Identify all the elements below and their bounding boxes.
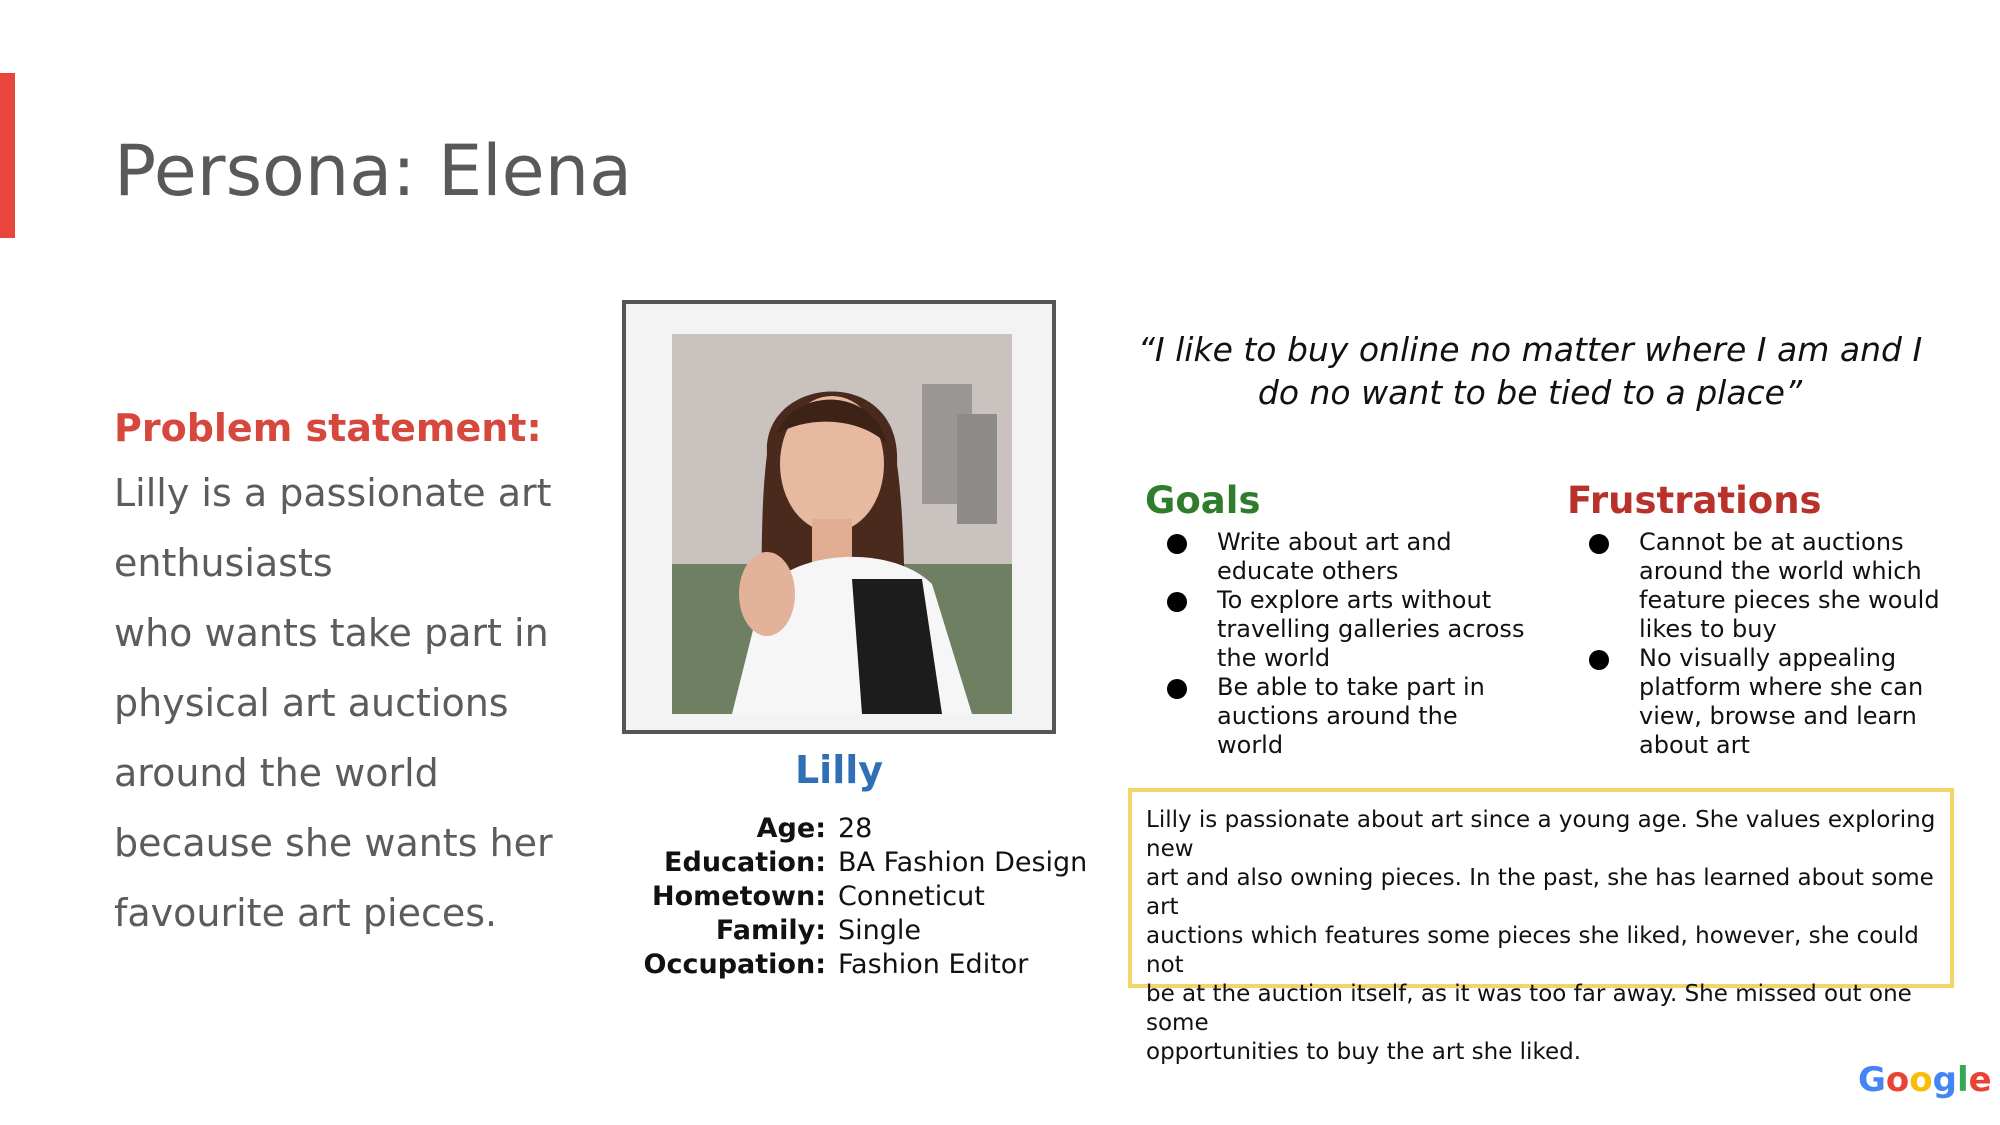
detail-label: Occupation:: [643, 949, 826, 980]
list-item-line: No visually appealing: [1639, 644, 1897, 672]
problem-line: favourite art pieces.: [114, 891, 498, 935]
persona-photo-frame: [622, 300, 1056, 734]
quote-line: do no want to be tied to a place”: [1257, 373, 1803, 412]
detail-row-occupation: [640, 948, 1100, 982]
problem-line: physical art auctions: [114, 681, 509, 725]
persona-name: Lilly: [794, 748, 884, 792]
list-item-line: Write about art and: [1217, 528, 1452, 556]
list-item-line: around the world which: [1639, 557, 1922, 585]
list-item-line: platform where she can: [1639, 673, 1924, 701]
logo-letter: G: [1858, 1060, 1886, 1100]
detail-label: Education:: [664, 847, 826, 878]
detail-value: Single: [838, 915, 922, 946]
bio-line: opportunities to buy the art she liked.: [1146, 1039, 1582, 1065]
list-item-line: Be able to take part in: [1217, 673, 1485, 701]
list-item-line: educate others: [1217, 557, 1399, 585]
detail-row-family: [640, 914, 1100, 948]
persona-bio: [1128, 788, 1954, 1065]
persona-quote: [1120, 328, 1940, 414]
problem-line: who wants take part in: [114, 611, 549, 655]
problem-line: because she wants her: [114, 821, 553, 865]
list-item-line: To explore arts without: [1217, 586, 1492, 614]
list-item-line: view, browse and learn: [1639, 702, 1917, 730]
problem-line: enthusiasts: [114, 541, 333, 585]
bio-line: auctions which features some pieces she liked, however, she could not: [1146, 923, 1919, 978]
problem-line: Lilly is a passionate art: [114, 471, 552, 515]
persona-details: [640, 812, 1100, 982]
accent-bar: [0, 73, 15, 238]
problem-line: around the world: [114, 751, 439, 795]
list-item-line: about art: [1639, 731, 1750, 759]
problem-statement-label: Problem statement:: [114, 406, 542, 450]
detail-value: BA Fashion Design: [838, 847, 1088, 878]
bio-line: Lilly is passionate about art since a young age. She values exploring new: [1146, 807, 1936, 862]
frustrations-section: [1567, 478, 1947, 760]
goals-section: [1145, 478, 1525, 760]
goals-title: Goals: [1145, 479, 1261, 522]
frustrations-title: Frustrations: [1567, 479, 1822, 522]
list-item-line: auctions around the world: [1217, 702, 1458, 759]
detail-label: Age:: [756, 813, 826, 844]
list-item-line: travelling galleries across: [1217, 615, 1525, 643]
bio-line: be at the auction itself, as it was too far away. She missed out one some: [1146, 981, 1912, 1036]
logo-letter: l: [1956, 1060, 1969, 1100]
list-item: [1145, 673, 1525, 760]
list-item-line: the world: [1217, 644, 1331, 672]
list-item: [1145, 528, 1525, 586]
bio-line: art and also owning pieces. In the past, she has learned about some art: [1146, 865, 1934, 920]
goals-list: [1145, 528, 1525, 760]
persona-photo: [672, 334, 1012, 714]
logo-letter: o: [1909, 1060, 1933, 1100]
portrait-image: [672, 334, 1012, 714]
detail-value: Conneticut: [838, 881, 985, 912]
detail-value: 28: [838, 813, 873, 844]
logo-letter: o: [1885, 1060, 1910, 1100]
list-item: [1145, 586, 1525, 673]
quote-line: “I like to buy online no matter where I am and I: [1137, 330, 1923, 369]
list-item-line: likes to buy: [1639, 615, 1777, 643]
slide-title: Persona: Elena: [114, 130, 632, 212]
logo-letter: e: [1968, 1060, 1992, 1100]
list-item-line: feature pieces she would: [1639, 586, 1940, 614]
detail-label: Hometown:: [651, 881, 826, 912]
list-item: [1567, 528, 1947, 644]
detail-value: Fashion Editor: [838, 949, 1029, 980]
list-item: [1567, 644, 1947, 760]
list-item-line: Cannot be at auctions: [1639, 528, 1904, 556]
detail-row-education: [640, 846, 1100, 880]
frustrations-list: [1567, 528, 1947, 760]
detail-row-hometown: [640, 880, 1100, 914]
logo-letter: g: [1932, 1060, 1957, 1100]
detail-label: Family:: [715, 915, 826, 946]
google-logo: [1858, 1060, 1992, 1100]
problem-statement: [114, 398, 584, 948]
detail-row-age: [640, 812, 1100, 846]
